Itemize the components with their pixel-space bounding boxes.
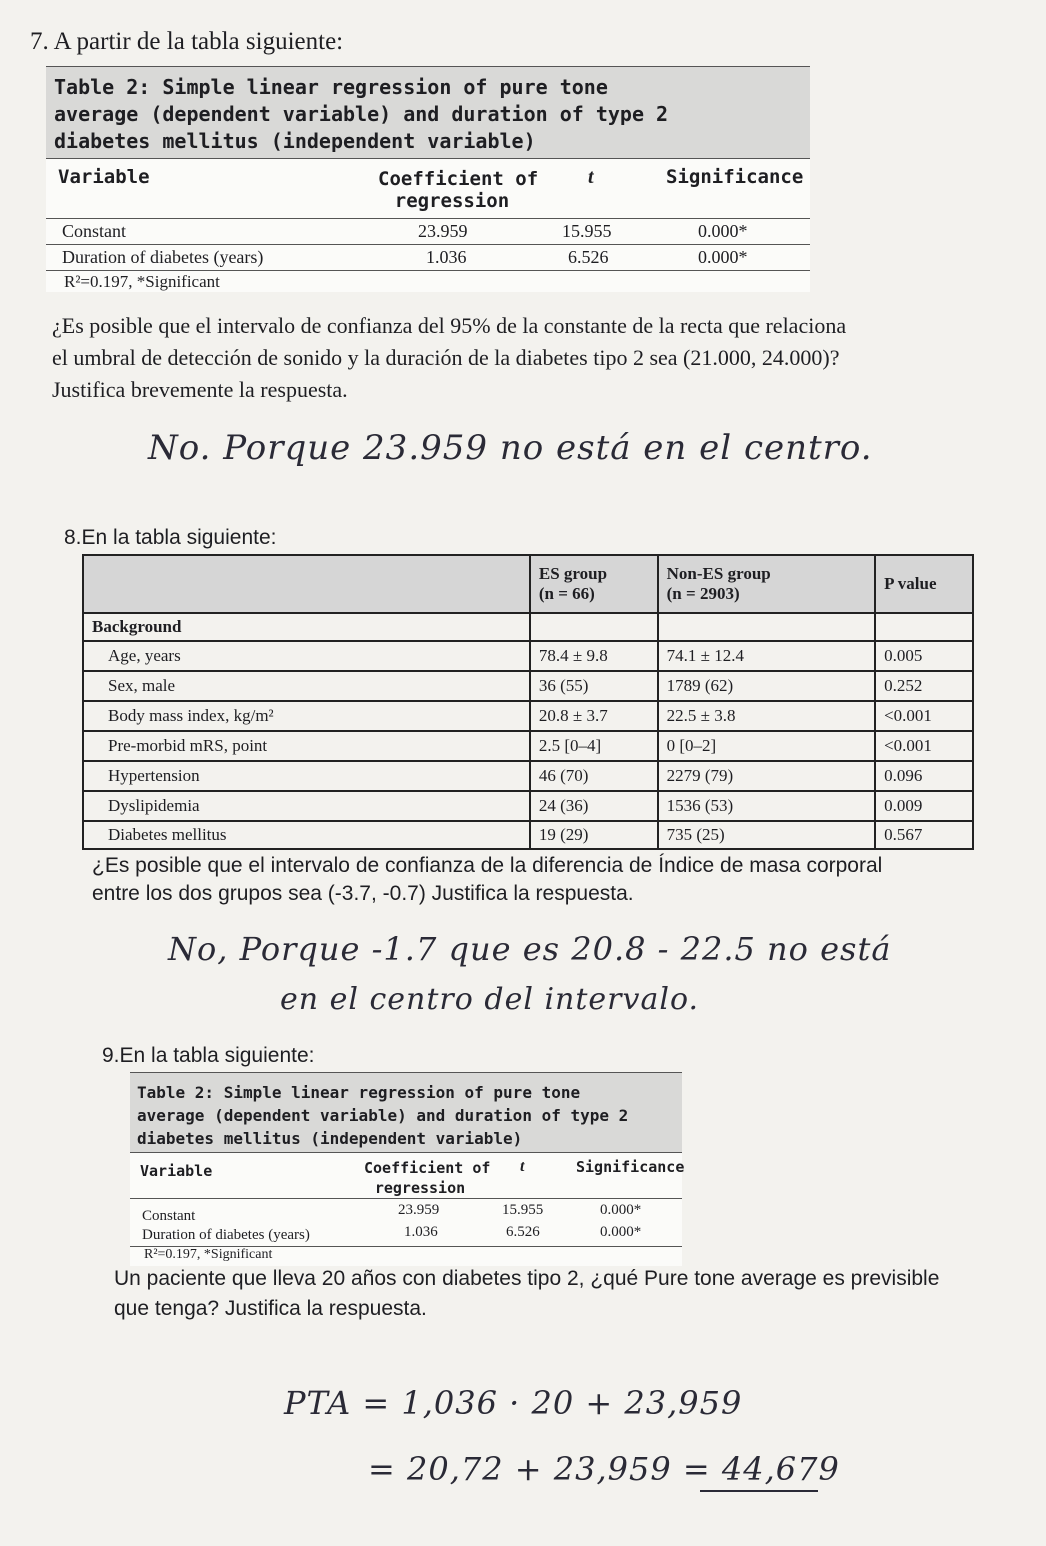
table-row: Pre-morbid mRS, point 2.5 [0–4] 0 [0–2] <0.001 [83,731,973,761]
question-8-title: 8.En la tabla siguiente: [64,526,277,549]
row-duration-t: 6.526 [568,247,609,267]
header-rule [130,1198,682,1199]
row-duration-variable: Duration of diabetes (years) [62,247,264,267]
table-header-row [83,555,973,613]
row-duration-t: 6.526 [506,1224,540,1240]
row-duration-significance: 0.000* [698,247,748,267]
handwritten-answer-8-line-2: en el centro del intervalo. [280,982,700,1017]
table-top-rule [130,1072,682,1073]
table-caption: Table 2: Simple linear regression of pure tone average (dependent variable) and duration of type 2 diabetes mellitus (independent variable) [130,1072,682,1152]
row-constant-significance: 0.000* [600,1202,642,1218]
row-constant-variable: Constant [142,1208,196,1224]
header-significance: Significance [666,166,804,188]
row-constant-variable: Constant [62,221,127,241]
table-row: Body mass index, kg/m² 20.8 ± 3.7 22.5 ± 3.8 <0.001 [83,701,973,731]
header-coefficient: Coefficient of regression [364,1159,491,1197]
table-row: Sex, male 36 (55) 1789 (62) 0.252 [83,671,973,701]
regression-table-q7 [46,66,810,292]
header-p-value: P value [875,555,973,613]
table-row: Age, years 78.4 ± 9.8 74.1 ± 12.4 0.005 [83,641,973,671]
row-constant-t: 15.955 [562,221,612,241]
table-footnote: R²=0.197, *Significant [144,1247,273,1262]
table-bottom-rule [46,270,810,271]
question-7-title: 7. A partir de la tabla siguiente: [30,28,344,55]
question-9-text: Un paciente que lleva 20 años con diabetes tipo 2, ¿qué Pure tone average es previsible que tenga? Justifica la respuesta. [114,1267,940,1320]
header-variable: Variable [140,1162,213,1180]
table-row: Hypertension 46 (70) 2279 (79) 0.096 [83,761,973,791]
caption-rule [130,1152,682,1153]
row-constant-t: 15.955 [502,1202,544,1218]
handwritten-answer-8-line-1: No, Porque -1.7 que es 20.8 - 22.5 no está [168,930,892,968]
row-constant-coefficient: 23.959 [398,1202,440,1218]
header-variable: Variable [58,166,150,188]
table-row: Dyslipidemia 24 (36) 1536 (53) 0.009 [83,791,973,821]
header-non-es-group: Non-ES group (n = 2903) [658,555,875,613]
row-duration-coefficient: 1.036 [426,247,467,267]
section-background: Background [83,613,530,641]
question-8-text: ¿Es posible que el intervalo de confianza de la diferencia de Índice de masa corporal entre los dos grupos sea (-3.7, -0.7) Justifica la respuesta. [92,854,883,905]
table-footnote: R²=0.197, *Significant [64,272,220,291]
header-blank [83,555,530,613]
header-rule [46,218,810,219]
caption-line-3: diabetes mellitus (independent variable) [54,129,536,153]
header-significance: Significance [576,1158,685,1176]
row-duration-significance: 0.000* [600,1224,642,1240]
table-row: Diabetes mellitus 19 (29) 735 (25) 0.567 [83,821,973,849]
question-7-text: ¿Es posible que el intervalo de confianza del 95% de la constante de la recta que relaciona el umbral de detección de sonido y la duración de la diabetes tipo 2 sea (21.000, 24.000)? Justifica brevemente la respuesta. [52,313,847,402]
row-constant-coefficient: 23.959 [418,221,468,241]
handwritten-formula-line-2: = 20,72 + 23,959 = 44,679 [368,1450,840,1488]
table-caption [46,66,810,158]
caption-rule [46,158,810,159]
header-t: t [520,1158,525,1175]
handwritten-formula-line-1: PTA = 1,036 · 20 + 23,959 [284,1384,743,1422]
header-es-group: ES group (n = 66) [530,555,658,613]
regression-table-q9 [130,1072,685,1266]
row-duration-variable: Duration of diabetes (years) [142,1227,310,1243]
row-duration-coefficient: 1.036 [404,1224,438,1240]
header-coefficient: Coefficient of regression [378,168,539,212]
caption-line-2: average (dependent variable) and duration of type 2 [54,102,669,126]
table-section-row [83,613,973,641]
handwritten-answer-7: No. Porque 23.959 no está en el centro. [148,428,873,468]
header-t: t [588,166,594,188]
table-top-rule [46,66,810,67]
row-constant-significance: 0.000* [698,221,748,241]
question-9-title: 9.En la tabla siguiente: [102,1044,315,1067]
group-comparison-table [82,554,974,850]
answer-underline [700,1490,818,1492]
row-rule [46,244,810,245]
caption-line-1: Table 2: Simple linear regression of pure tone [54,75,608,99]
